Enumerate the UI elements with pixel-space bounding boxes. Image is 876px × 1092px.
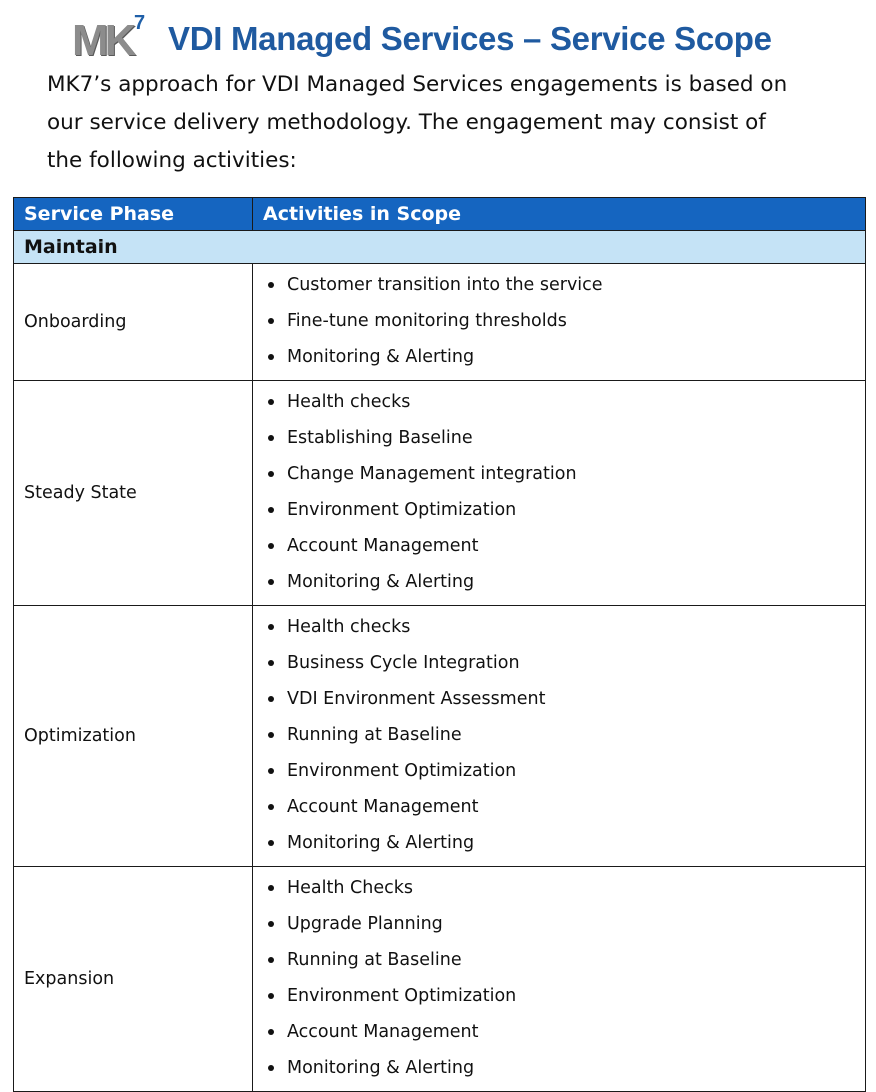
group-row-maintain	[14, 231, 866, 264]
bullet-icon	[268, 507, 274, 513]
list-item: Monitoring & Alerting	[265, 342, 865, 378]
bullet-icon	[268, 921, 274, 927]
bullet-icon	[268, 579, 274, 585]
activities-cell	[253, 264, 866, 381]
list-item: Environment Optimization	[265, 981, 865, 1017]
list-item: Change Management integration	[265, 459, 865, 495]
column-header-service-phase: Service Phase	[14, 198, 253, 231]
bullet-icon	[268, 993, 274, 999]
list-item: Health checks	[265, 387, 865, 423]
bullet-icon	[268, 885, 274, 891]
table-row	[14, 264, 866, 381]
logo-superscript: 7	[134, 12, 146, 34]
list-item: Monitoring & Alerting	[265, 828, 865, 864]
list-item: Account Management	[265, 1017, 865, 1053]
list-item: Health checks	[265, 612, 865, 648]
document-header	[72, 8, 772, 70]
bullet-icon	[268, 804, 274, 810]
list-item: VDI Environment Assessment	[265, 684, 865, 720]
table-row	[14, 867, 866, 1092]
table-row	[14, 381, 866, 606]
list-item: Health Checks	[265, 873, 865, 909]
phase-cell: Steady State	[14, 381, 253, 606]
group-label: Maintain	[14, 231, 866, 264]
intro-line-1: MK7’s approach for VDI Managed Services engagements is based on	[47, 72, 788, 97]
list-item: Monitoring & Alerting	[265, 567, 865, 603]
column-header-activities: Activities in Scope	[253, 198, 866, 231]
intro-paragraph	[47, 66, 827, 180]
list-item: Account Management	[265, 792, 865, 828]
activities-cell	[253, 867, 866, 1092]
intro-line-2: our service delivery methodology. The engagement may consist of	[47, 110, 766, 135]
list-item: Fine-tune monitoring thresholds	[265, 306, 865, 342]
phase-cell: Onboarding	[14, 264, 253, 381]
activity-list	[265, 387, 865, 603]
bullet-icon	[268, 732, 274, 738]
bullet-icon	[268, 543, 274, 549]
intro-line-3: the following activities:	[47, 148, 297, 173]
list-item: Environment Optimization	[265, 756, 865, 792]
phase-cell: Optimization	[14, 606, 253, 867]
page-title: VDI Managed Services – Service Scope	[168, 20, 772, 57]
activity-list	[265, 270, 865, 378]
bullet-icon	[268, 957, 274, 963]
bullet-icon	[268, 471, 274, 477]
list-item: Monitoring & Alerting	[265, 1053, 865, 1089]
list-item: Running at Baseline	[265, 720, 865, 756]
bullet-icon	[268, 318, 274, 324]
list-item: Establishing Baseline	[265, 423, 865, 459]
bullet-icon	[268, 1029, 274, 1035]
list-item: Customer transition into the service	[265, 270, 865, 306]
bullet-icon	[268, 354, 274, 360]
bullet-icon	[268, 660, 274, 666]
table-row	[14, 606, 866, 867]
list-item: Running at Baseline	[265, 945, 865, 981]
mk7-logo	[72, 13, 154, 65]
activities-cell	[253, 381, 866, 606]
bullet-icon	[268, 399, 274, 405]
bullet-icon	[268, 435, 274, 441]
bullet-icon	[268, 282, 274, 288]
activities-cell	[253, 606, 866, 867]
list-item: Upgrade Planning	[265, 909, 865, 945]
bullet-icon	[268, 696, 274, 702]
bullet-icon	[268, 840, 274, 846]
list-item: Account Management	[265, 531, 865, 567]
table-header-row	[14, 198, 866, 231]
activity-list	[265, 612, 865, 864]
bullet-icon	[268, 1065, 274, 1071]
list-item: Business Cycle Integration	[265, 648, 865, 684]
phase-cell: Expansion	[14, 867, 253, 1092]
list-item: Environment Optimization	[265, 495, 865, 531]
logo-letters: MK	[72, 16, 133, 65]
bullet-icon	[268, 768, 274, 774]
bullet-icon	[268, 624, 274, 630]
service-scope-table	[13, 197, 866, 1092]
activity-list	[265, 873, 865, 1089]
